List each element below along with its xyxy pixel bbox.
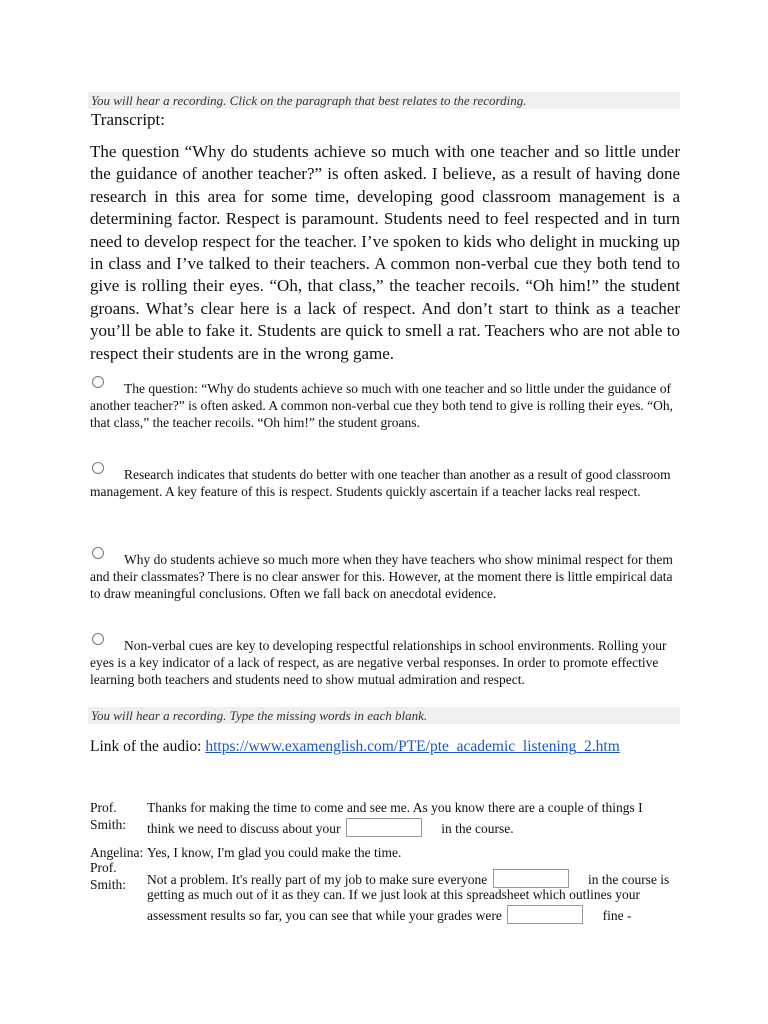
instruction-bar-1: You will hear a recording. Click on the paragraph that best relates to the recording.	[88, 92, 680, 109]
answer-option-3[interactable]	[90, 551, 682, 602]
speaker-prof-smith: Prof. Smith:	[90, 800, 127, 832]
audio-link[interactable]: https://www.examenglish.com/PTE/pte_academic_listening_2.htm	[205, 738, 620, 755]
transcript-text: The question “Why do students achieve so much with one teacher and so little under the guidance of another teacher?” is often asked. I believe, as a result of having done research in this area for some time, developing good classroom management is a determining factor. Respect is paramount. Students need to feel respected and in turn need to develop respect for the teacher. I’ve spoken to kids who delight in mucking up in class and I’ve talked to their teachers. A common non-verbal cue they both tend to give is rolling their eyes. “Oh, that class,” the teacher recoils. “Oh him!” the student groans. What’s clear here is a lack of respect. And don’t start to think as a teacher you’ll be able to fake it. Students are quick to smell a rat. Teachers who are not able to respect their students are in the wrong game.	[90, 142, 680, 363]
radio-button-icon[interactable]	[92, 633, 104, 645]
dialog-line: getting as much out of it as they can. If we just look at this spreadsheet which outlines your	[147, 887, 641, 902]
option-text: Research indicates that students do better with one teacher than another as a result of good classroom management. A key feature of this is respect. Students quickly ascertain if a teacher lacks real respect.	[90, 467, 671, 499]
dialog-line: Not a problem. It's really part of my job to make sure everyone in the course is	[147, 869, 687, 888]
answer-option-4[interactable]	[90, 637, 682, 688]
audio-label: Link of the audio:	[90, 738, 206, 755]
dialog-line: think we need to discuss about your in the course.	[147, 818, 687, 837]
option-text: Non-verbal cues are key to developing respectful relationships in school environments. Rolling your eyes is a key indicator of a lack of respect, as are negative verbal responses. In order to promote effective learning both teachers and students need to show mutual admiration and respect.	[90, 638, 667, 687]
speaker-angelina: Angelina:	[90, 845, 144, 860]
instruction-bar-2: You will hear a recording. Type the missing words in each blank.	[88, 707, 680, 724]
answer-option-2[interactable]	[90, 466, 682, 500]
speaker-prof-smith: Prof. Smith:	[90, 860, 127, 892]
blank-input-1[interactable]	[346, 818, 422, 837]
dialog-line: Yes, I know, I'm glad you could make the time.	[147, 845, 402, 860]
answer-option-1[interactable]	[90, 380, 682, 431]
dialog-line: Thanks for making the time to come and see me. As you know there are a couple of things I	[147, 800, 643, 815]
dialog-line: assessment results so far, you can see that while your grades were fine -	[147, 905, 687, 924]
transcript-label: Transcript:	[91, 110, 165, 129]
radio-button-icon[interactable]	[92, 547, 104, 559]
blank-input-3[interactable]	[507, 905, 583, 924]
audio-link-row	[90, 738, 620, 756]
radio-button-icon[interactable]	[92, 376, 104, 388]
radio-button-icon[interactable]	[92, 462, 104, 474]
option-text: The question: “Why do students achieve so much with one teacher and so little under the guidance of another teacher?” is often asked. A common non-verbal cue they both tend to give is rolling their eyes. “Oh, that class,” the teacher recoils. “Oh him!” the student groans.	[90, 381, 673, 430]
option-text: Why do students achieve so much more when they have teachers who show minimal respect for them and their classmates? There is no clear answer for this. However, at the moment there is little empirical data to draw meaningful conclusions. Often we fall back on anecdotal evidence.	[90, 552, 673, 601]
